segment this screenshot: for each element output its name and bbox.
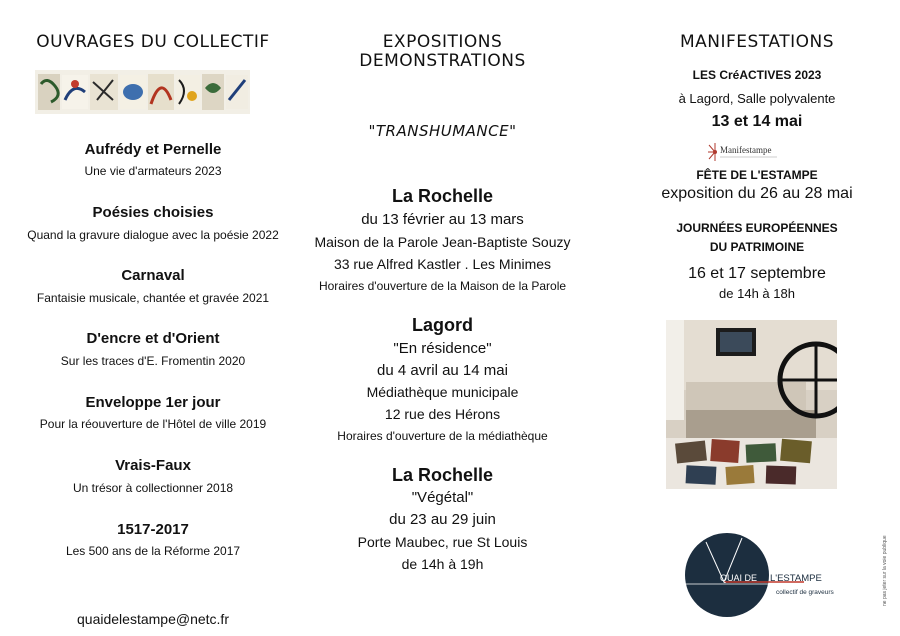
manifestampe-logo (707, 141, 787, 168)
work-title: Enveloppe 1er jour (85, 394, 221, 411)
heading-demonstrations: DEMONSTRATIONS (359, 51, 526, 71)
work-title: Poésies choisies (92, 204, 214, 221)
expo2-dates: du 4 avril au 14 mai (377, 362, 508, 379)
work-desc: Les 500 ans de la Réforme 2017 (65, 544, 241, 558)
event1-title: LES CréACTIVES 2023 (692, 68, 822, 82)
event2-desc: exposition du 26 au 28 mai (661, 185, 853, 202)
event3-dates: 16 et 17 septembre (688, 265, 826, 282)
work-desc: Pour la réouverture de l'Hôtel de ville 2019 (39, 417, 267, 431)
expo1-dates: du 13 février au 13 mars (361, 211, 524, 228)
work-title: Vrais-Faux (115, 457, 191, 474)
expo1-city: La Rochelle (391, 186, 494, 206)
expo1-venue: Maison de la Parole Jean-Baptiste Souzy (314, 234, 571, 250)
manifestampe-logo-text: Manifestampe (720, 145, 772, 155)
event3-hours: de 14h à 18h (719, 286, 795, 301)
expo1-address: 33 rue Alfred Kastler . Les Minimes (333, 256, 552, 272)
expo3-subtitle: "Végétal" (411, 489, 474, 506)
work-desc: Quand la gravure dialogue avec la poésie 2022 (27, 228, 279, 242)
expo2-hours: Horaires d'ouverture de la médiathèque (337, 429, 548, 443)
side-note: ne pas jeter sur la voie publique (882, 535, 888, 606)
expo3-venue: Porte Maubec, rue St Louis (357, 534, 528, 550)
email-link[interactable]: quaidelestampe@netc.fr (77, 611, 229, 627)
event2-title: FÊTE DE L'ESTAMPE (696, 168, 818, 182)
workshop-photo (666, 320, 837, 489)
work-title: 1517-2017 (117, 521, 189, 538)
quai-de-lestampe-logo (684, 532, 844, 623)
event1-dates: 13 et 14 mai (711, 113, 803, 130)
expo3-dates: du 23 au 29 juin (389, 511, 496, 528)
expo2-city: Lagord (412, 315, 473, 335)
theme-title: "TRANSHUMANCE" (368, 122, 517, 140)
expo1-hours: Horaires d'ouverture de la Maison de la Parole (318, 279, 567, 293)
logo-name-right: L'ESTAMPE (770, 573, 822, 584)
heading-ouvrages: OUVRAGES DU COLLECTIF (36, 32, 270, 52)
expo2-address: 12 rue des Hérons (384, 406, 501, 422)
expo2-subtitle: "En résidence" (393, 340, 492, 357)
work-title: Aufrédy et Pernelle (84, 141, 222, 158)
work-title: D'encre et d'Orient (86, 330, 220, 347)
event1-place: à Lagord, Salle polyvalente (678, 91, 836, 106)
work-desc: Fantaisie musicale, chantée et gravée 2021 (36, 291, 270, 305)
logo-tagline: collectif de graveurs (776, 589, 834, 596)
expo2-venue: Médiathèque municipale (366, 384, 519, 400)
work-desc: Un trésor à collectionner 2018 (72, 481, 234, 495)
work-desc: Une vie d'armateurs 2023 (84, 164, 222, 178)
work-desc: Sur les traces d'E. Fromentin 2020 (60, 354, 246, 368)
heading-manifestations: MANIFESTATIONS (680, 32, 834, 52)
expo3-hours: de 14h à 19h (401, 556, 484, 572)
expo3-city: La Rochelle (391, 465, 494, 485)
work-title: Carnaval (121, 267, 185, 284)
event3-title-line2: DU PATRIMOINE (709, 240, 805, 254)
event3-title-line1: JOURNÉES EUROPÉENNES (676, 221, 838, 235)
prints-banner-image (35, 70, 250, 114)
logo-name-left: QUAI DE (720, 573, 758, 583)
heading-expositions: EXPOSITIONS (382, 32, 503, 52)
